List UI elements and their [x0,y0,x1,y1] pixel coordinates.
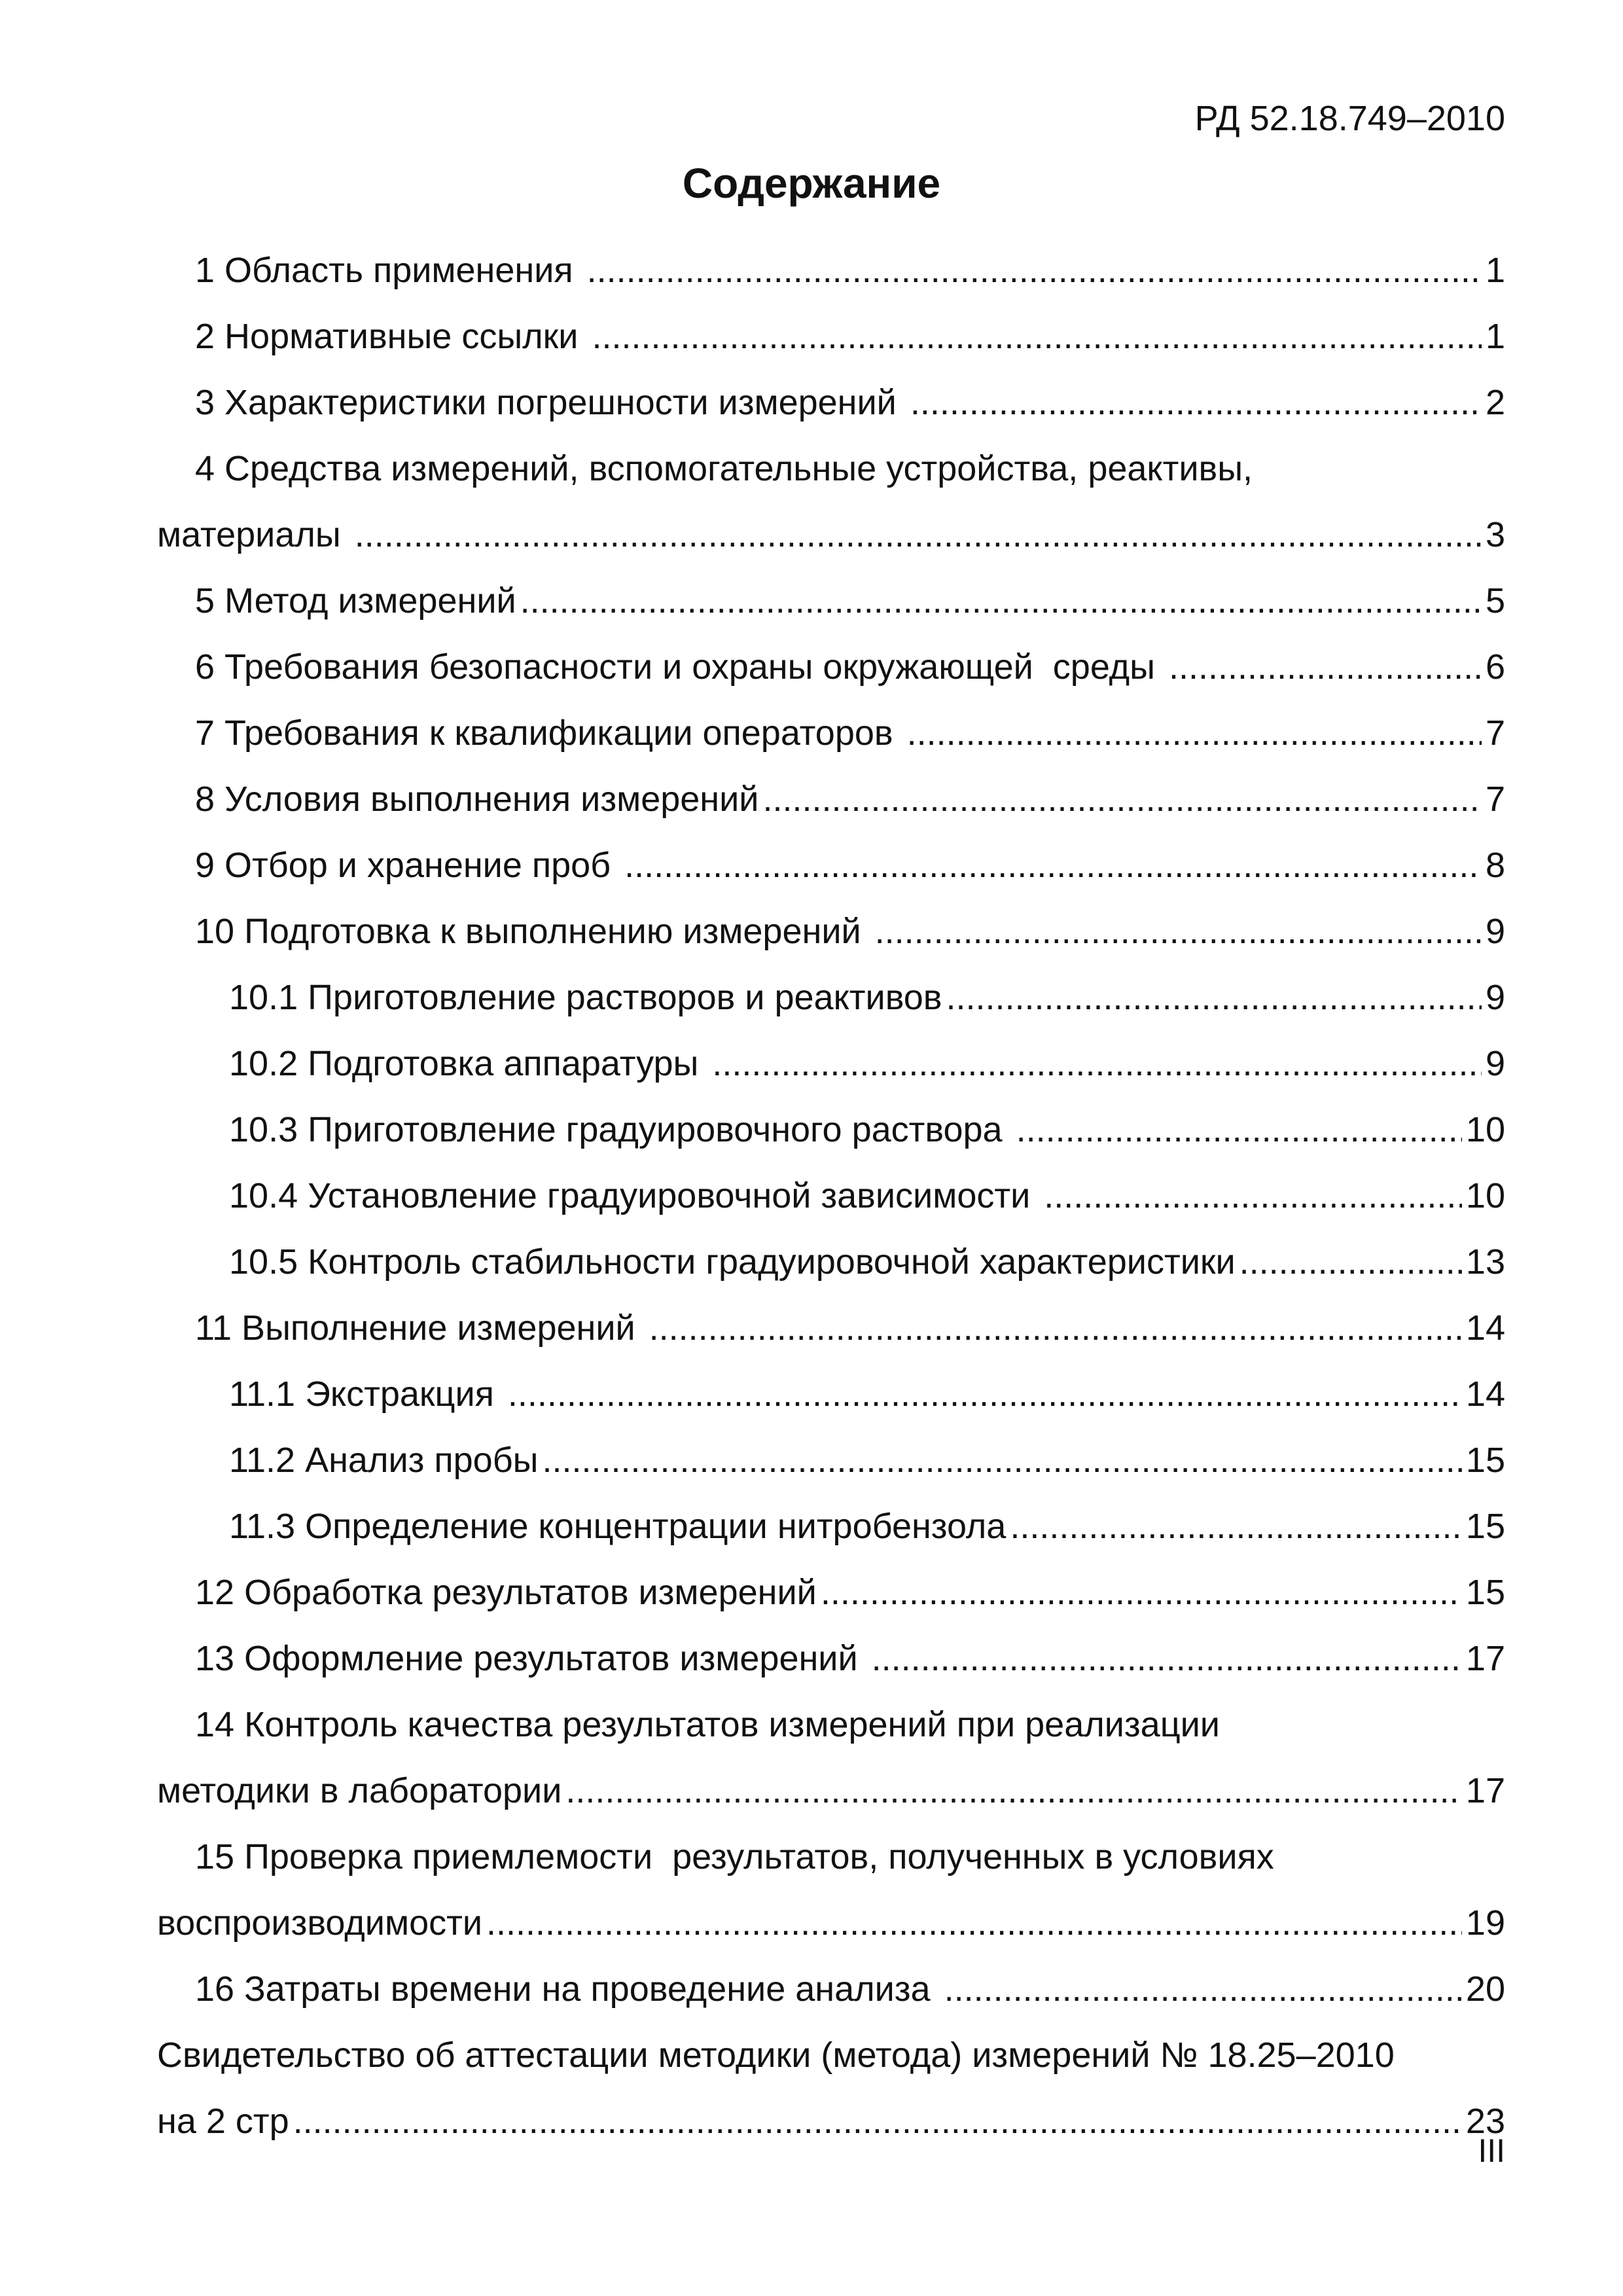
toc-leader-dots [907,709,1482,757]
toc-entry-label: 12 Обработка результатов измерений [195,1573,817,1612]
toc-leader-dots [565,1767,1462,1814]
toc-subentry[interactable] [157,1219,1505,1285]
toc-entry-first-line[interactable]: Свидетельство об аттестации методики (метода) измерений № 18.25–2010 [157,2036,1395,2075]
toc-entry-page: 15 [1465,1507,1505,1546]
toc-entry-page: 17 [1465,1771,1505,1810]
toc-leader-dots [1010,1503,1462,1550]
toc-entry-label: 10.2 Подготовка аппаратуры [229,1044,709,1083]
toc-entry-label: 8 Условия выполнения измерений [195,780,759,819]
toc-subentry[interactable] [157,1153,1505,1219]
toc-entry-label: 13 Оформление результатов измерений [195,1639,868,1678]
toc-entry-first-line[interactable]: 15 Проверка приемлемости результатов, полученных в условиях [195,1837,1274,1876]
toc-entry[interactable] [157,558,1505,624]
toc-leader-dots [592,313,1482,360]
toc-entry[interactable] [157,492,1505,558]
toc-entry-label: 3 Характеристики погрешности измерений [195,383,906,422]
toc-entry-label: 10.5 Контроль стабильности градуировочной характеристики [229,1242,1236,1282]
toc-entry[interactable] [157,2079,1505,2145]
toc-leader-dots [293,2098,1462,2145]
toc-entry-label: 1 Область применения [195,251,583,290]
toc-entry-label: 2 Нормативные ссылки [195,317,588,356]
toc-leader-dots [587,247,1482,294]
toc-entry[interactable] [157,889,1505,955]
toc-entry[interactable] [157,757,1505,823]
toc-entry-label: 9 Отбор и хранение проб [195,846,621,885]
page-number: III [1478,2132,1505,2169]
toc-leader-dots [944,1965,1462,2013]
toc-leader-dots [875,908,1482,955]
toc-entry-label: материалы [157,515,351,554]
toc-entry-label: 7 Требования к квалификации операторов [195,713,903,753]
toc-entry-label: методики в лаборатории [157,1771,562,1810]
toc-entry[interactable] [157,1748,1505,1814]
toc-leader-dots [508,1371,1462,1418]
toc-entry-page: 2 [1485,383,1505,422]
toc-entry-page: 5 [1485,581,1505,620]
toc-leader-dots [821,1569,1462,1616]
toc-entry-page: 10 [1465,1176,1505,1215]
toc-leader-dots [762,776,1482,823]
toc-leader-dots [542,1437,1461,1484]
toc-entry-label: 11.1 Экстракция [229,1374,504,1414]
document-code: РД 52.18.749–2010 [1194,99,1505,138]
toc-entry[interactable] [157,624,1505,691]
toc-entry-label: 11 Выполнение измерений [195,1308,645,1348]
toc-entry[interactable] [157,1550,1505,1616]
toc-entry-label: 11.2 Анализ пробы [229,1441,539,1480]
toc-entry[interactable] [157,228,1505,294]
toc-leader-dots [1240,1238,1462,1285]
toc-entry-label: на 2 стр [157,2102,289,2141]
toc-subentry[interactable] [157,1418,1505,1484]
toc-leader-dots [1044,1172,1462,1219]
toc-entry-label: 6 Требования безопасности и охраны окружающей среды [195,647,1165,687]
toc-entry-page: 23 [1465,2102,1505,2141]
toc-leader-dots [520,577,1482,624]
toc-entry[interactable] [157,294,1505,360]
table-of-contents [157,228,1505,2145]
toc-subentry[interactable] [157,1484,1505,1550]
toc-entry-page: 1 [1485,317,1505,356]
toc-entry[interactable] [157,1880,1505,1946]
toc-entry-page: 7 [1485,780,1505,819]
page-title: Содержание [682,160,941,207]
toc-entry[interactable] [157,360,1505,426]
toc-entry-label: воспроизводимости [157,1903,482,1943]
toc-entry-page: 14 [1465,1308,1505,1348]
toc-entry-label: 10.3 Приготовление градуировочного раствора [229,1110,1012,1149]
toc-leader-dots [1169,643,1482,691]
toc-entry-label: 11.3 Определение концентрации нитробензола [229,1507,1007,1546]
toc-entry-page: 9 [1485,978,1505,1017]
toc-entry-page: 14 [1465,1374,1505,1414]
toc-entry-page: 10 [1465,1110,1505,1149]
toc-subentry[interactable] [157,1087,1505,1153]
toc-leader-dots [624,842,1482,889]
toc-entry[interactable] [157,691,1505,757]
toc-subentry[interactable] [157,1021,1505,1087]
toc-entry-first-line[interactable]: 4 Средства измерений, вспомогательные устройства, реактивы, [195,449,1253,488]
toc-entry-label: 10.1 Приготовление растворов и реактивов [229,978,942,1017]
toc-entry-page: 17 [1465,1639,1505,1678]
toc-entry-page: 9 [1485,1044,1505,1083]
toc-entry-page: 7 [1485,713,1505,753]
toc-entry-label: 5 Метод измерений [195,581,516,620]
toc-leader-dots [486,1899,1462,1946]
toc-entry-page: 20 [1465,1969,1505,2009]
toc-entry-page: 15 [1465,1573,1505,1612]
toc-entry[interactable] [157,1946,1505,2013]
toc-leader-dots [910,379,1482,426]
toc-entry-page: 19 [1465,1903,1505,1943]
toc-entry[interactable] [157,823,1505,889]
toc-leader-dots [946,974,1482,1021]
toc-leader-dots [355,511,1482,558]
toc-subentry[interactable] [157,955,1505,1021]
toc-entry-page: 6 [1485,647,1505,687]
toc-subentry[interactable] [157,1352,1505,1418]
toc-entry-page: 9 [1485,912,1505,951]
toc-leader-dots [712,1040,1482,1087]
toc-entry-page: 8 [1485,846,1505,885]
toc-leader-dots [872,1635,1462,1682]
toc-entry-page: 15 [1465,1441,1505,1480]
toc-entry-label: 16 Затраты времени на проведение анализа [195,1969,940,2009]
toc-entry[interactable] [157,1616,1505,1682]
toc-entry-label: 10.4 Установление градуировочной зависимости [229,1176,1041,1215]
toc-entry-page: 13 [1465,1242,1505,1282]
toc-leader-dots [1016,1106,1462,1153]
toc-entry-first-line[interactable]: 14 Контроль качества результатов измерений при реализации [195,1705,1220,1744]
toc-entry-page: 1 [1485,251,1505,290]
toc-entry[interactable] [157,1285,1505,1352]
toc-entry-page: 3 [1485,515,1505,554]
toc-entry-label: 10 Подготовка к выполнению измерений [195,912,871,951]
toc-leader-dots [649,1304,1462,1352]
